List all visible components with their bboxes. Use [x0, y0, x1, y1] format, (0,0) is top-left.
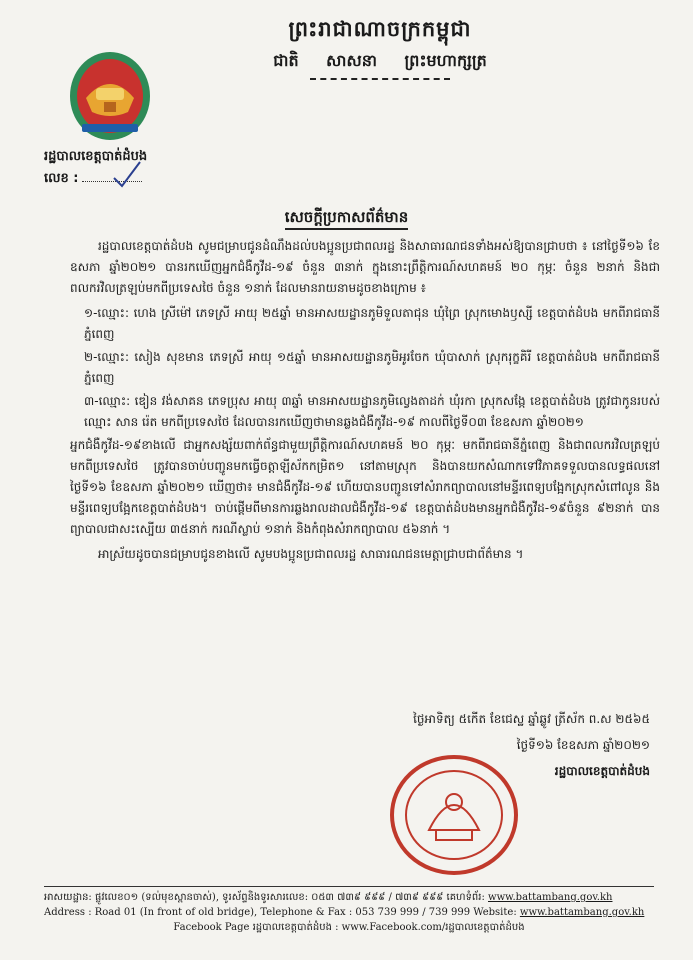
website-link-en[interactable]: www.battambang.gov.kh	[519, 907, 645, 918]
official-seal-icon	[384, 750, 524, 880]
closing-paragraph: អាស្រ័យដូចបានជម្រាបជូនខាងលើ សូមបងប្អូនប្រជាពលរដ្ឋ សាធារណជនមេត្តាជ្រាបជាព័ត៌មាន ។	[98, 547, 524, 561]
document-title-text: សេចក្តីប្រកាសព័ត៌មាន	[285, 208, 409, 230]
footer-address-english	[44, 905, 654, 920]
list-item: ២-ឈ្មោះ: សៀង សុខមាន ភេទស្រី អាយុ ១៥ឆ្នាំ មានអាសយដ្ឋានភូមិអូរចែក ឃុំបាសាក់ ស្រុករុក្ខគិរី ខេត្តបាត់ដំបង មកពីរាជធានីភ្នំពេញ	[84, 350, 660, 385]
kingdom-heading: ព្រះរាជាណាចក្រកម្ពុជា	[288, 16, 472, 41]
letterhead-footer	[44, 890, 654, 935]
header-divider	[310, 78, 450, 80]
footer-address-km-text: អាសយដ្ឋាន: ផ្លូវលេខ០១ (ទល់មុខស្ពានចាស់), ទូរស័ព្ទនិងទូរសារលេខ: ០៥៣ ៧៣៩ ៩៩៩ / ៧៣៩ ៩៩៩ គេហទំព័រ:	[44, 892, 485, 903]
footer-facebook[interactable]: Facebook Page រដ្ឋបាលខេត្តបាត់ដំបង : www.Facebook.com/រដ្ឋបាលខេត្តបាត់ដំបង	[173, 922, 525, 933]
footer-address-en-text: : Road 01 (In front of old bridge), Telephone & Fax : 053 739 999 / 739 999 Website:	[88, 907, 517, 918]
list-item: ១-ឈ្មោះ: ហេង ស្រីម៉ៅ ភេទស្រី អាយុ ២៥ឆ្នាំ មានអាសយដ្ឋានភូមិទួលតាជុន ឃុំព្រៃ ស្រុកមោងឫស្សី ខេត្តបាត់ដំបង មកពីរាជធានីភ្នំពេញ	[84, 306, 660, 341]
signer-name: រដ្ឋបាលខេត្តបាត់ដំបង	[554, 764, 650, 778]
provincial-emblem-icon	[66, 50, 154, 146]
intro-paragraph: រដ្ឋបាលខេត្តបាត់ដំបង សូមជម្រាបជូនដំណឹងដល់បងប្អូនប្រជាពលរដ្ឋ និងសាធារណជនទាំងអស់ឱ្យបានជ្រាបថា ៖ នៅថ្ងៃទី១៦ ខែឧសភា ឆ្នាំ២០២១ បានរកឃើញអ្នកជំងឺកូវីដ-១៩ ចំនួន ៣នាក់ ក្នុងនោះព្រឹត្តិការណ៍សហគមន៍ ២០ កុម្ភៈ ចំនួន ២នាក់ និងជាពលករវិលត្រឡប់មកពីប្រទេសថៃ ចំនួន ១នាក់ ដែលមានរាយនាមដូចខាងក្រោម ៖	[70, 239, 660, 295]
solar-date: ថ្ងៃទី១៦ ខែឧសភា ឆ្នាំ២០២១	[516, 738, 650, 752]
document-body	[70, 236, 660, 569]
reference-label: លេខ :	[44, 171, 79, 186]
footer-divider	[44, 886, 654, 887]
document-title	[40, 208, 653, 230]
footer-address-label: Address	[44, 907, 85, 918]
list-item: ៣-ឈ្មោះ: ឌៀន វង់សាគន ភេទប្រុស អាយុ ៣ឆ្នាំ មានអាសយដ្ឋានភូមិល្វេងតាដក់ ឃុំរកា ស្រុកសង្កែ ខេត្តបាត់ដំបង ត្រូវជាកូនរបស់ឈ្មោះ សាន រ៉េត មកពីប្រទេសថៃ ដែលបានរកឃើញថាមានឆ្លងជំងឺកូវីដ-១៩ កាលពីថ្ងៃទី០៣ ខែឧសភា ឆ្នាំ២០២១	[84, 394, 660, 429]
footer-address-khmer	[44, 890, 654, 905]
issuing-authority: រដ្ឋបាលខេត្តបាត់ដំបង	[44, 149, 148, 164]
status-paragraph: អ្នកជំងឺកូវីដ-១៩ខាងលើ ជាអ្នកសង្ស័យពាក់ព័ន្ធជាមួយព្រឹត្តិការណ៍សហគមន៍ ២០ កុម្ភៈ មកពីរាជធានីភ្នំពេញ និងជាពលករវិលត្រឡប់មកពីប្រទេសថៃ ត្រូវបានចាប់បញ្ជូនមកធ្វើចត្តាឡីស័កកម្រិត១ នៅតាមស្រុក និងបានយកសំណាកទៅវិភាគទទួលបានលទ្ធផលនៅថ្ងៃទី១៦ ខែឧសភា ឆ្នាំ២០២១ ឃើញថា៖ មានជំងឺកូវីដ-១៩ ហើយបានបញ្ជូនទៅសំរាកព្យាបាលនៅមន្ទីរពេទ្យបង្អែកស្រុកសំពៅលូន និងមន្ទីរពេទ្យបង្អែកខេត្តបាត់ដំបង។ ចាប់ផ្តើមពីមានការឆ្លងរាលដាលជំងឺកូវីដ-១៩ ខេត្តបាត់ដំបងមានអ្នកជំងឺកូវីដ-១៩ចំនួន ៩២នាក់ បានព្យាបាលជាសះស្បើយ ៣៥នាក់ ករណីស្លាប់ ១នាក់ និងកំពុងសំរាកព្យាបាល ៥៦នាក់ ។	[70, 438, 660, 536]
lunar-date: ថ្ងៃអាទិត្យ ៥កើត ខែជេស្ឋ ឆ្នាំឆ្លូវ ត្រីស័ក ព.ស ២៥៦៥	[413, 712, 650, 726]
national-motto: ជាតិ សាសនា ព្រះមហាក្សត្រ	[273, 51, 487, 70]
website-link[interactable]: www.battambang.gov.kh	[488, 892, 613, 903]
handwritten-check-icon	[112, 160, 142, 190]
